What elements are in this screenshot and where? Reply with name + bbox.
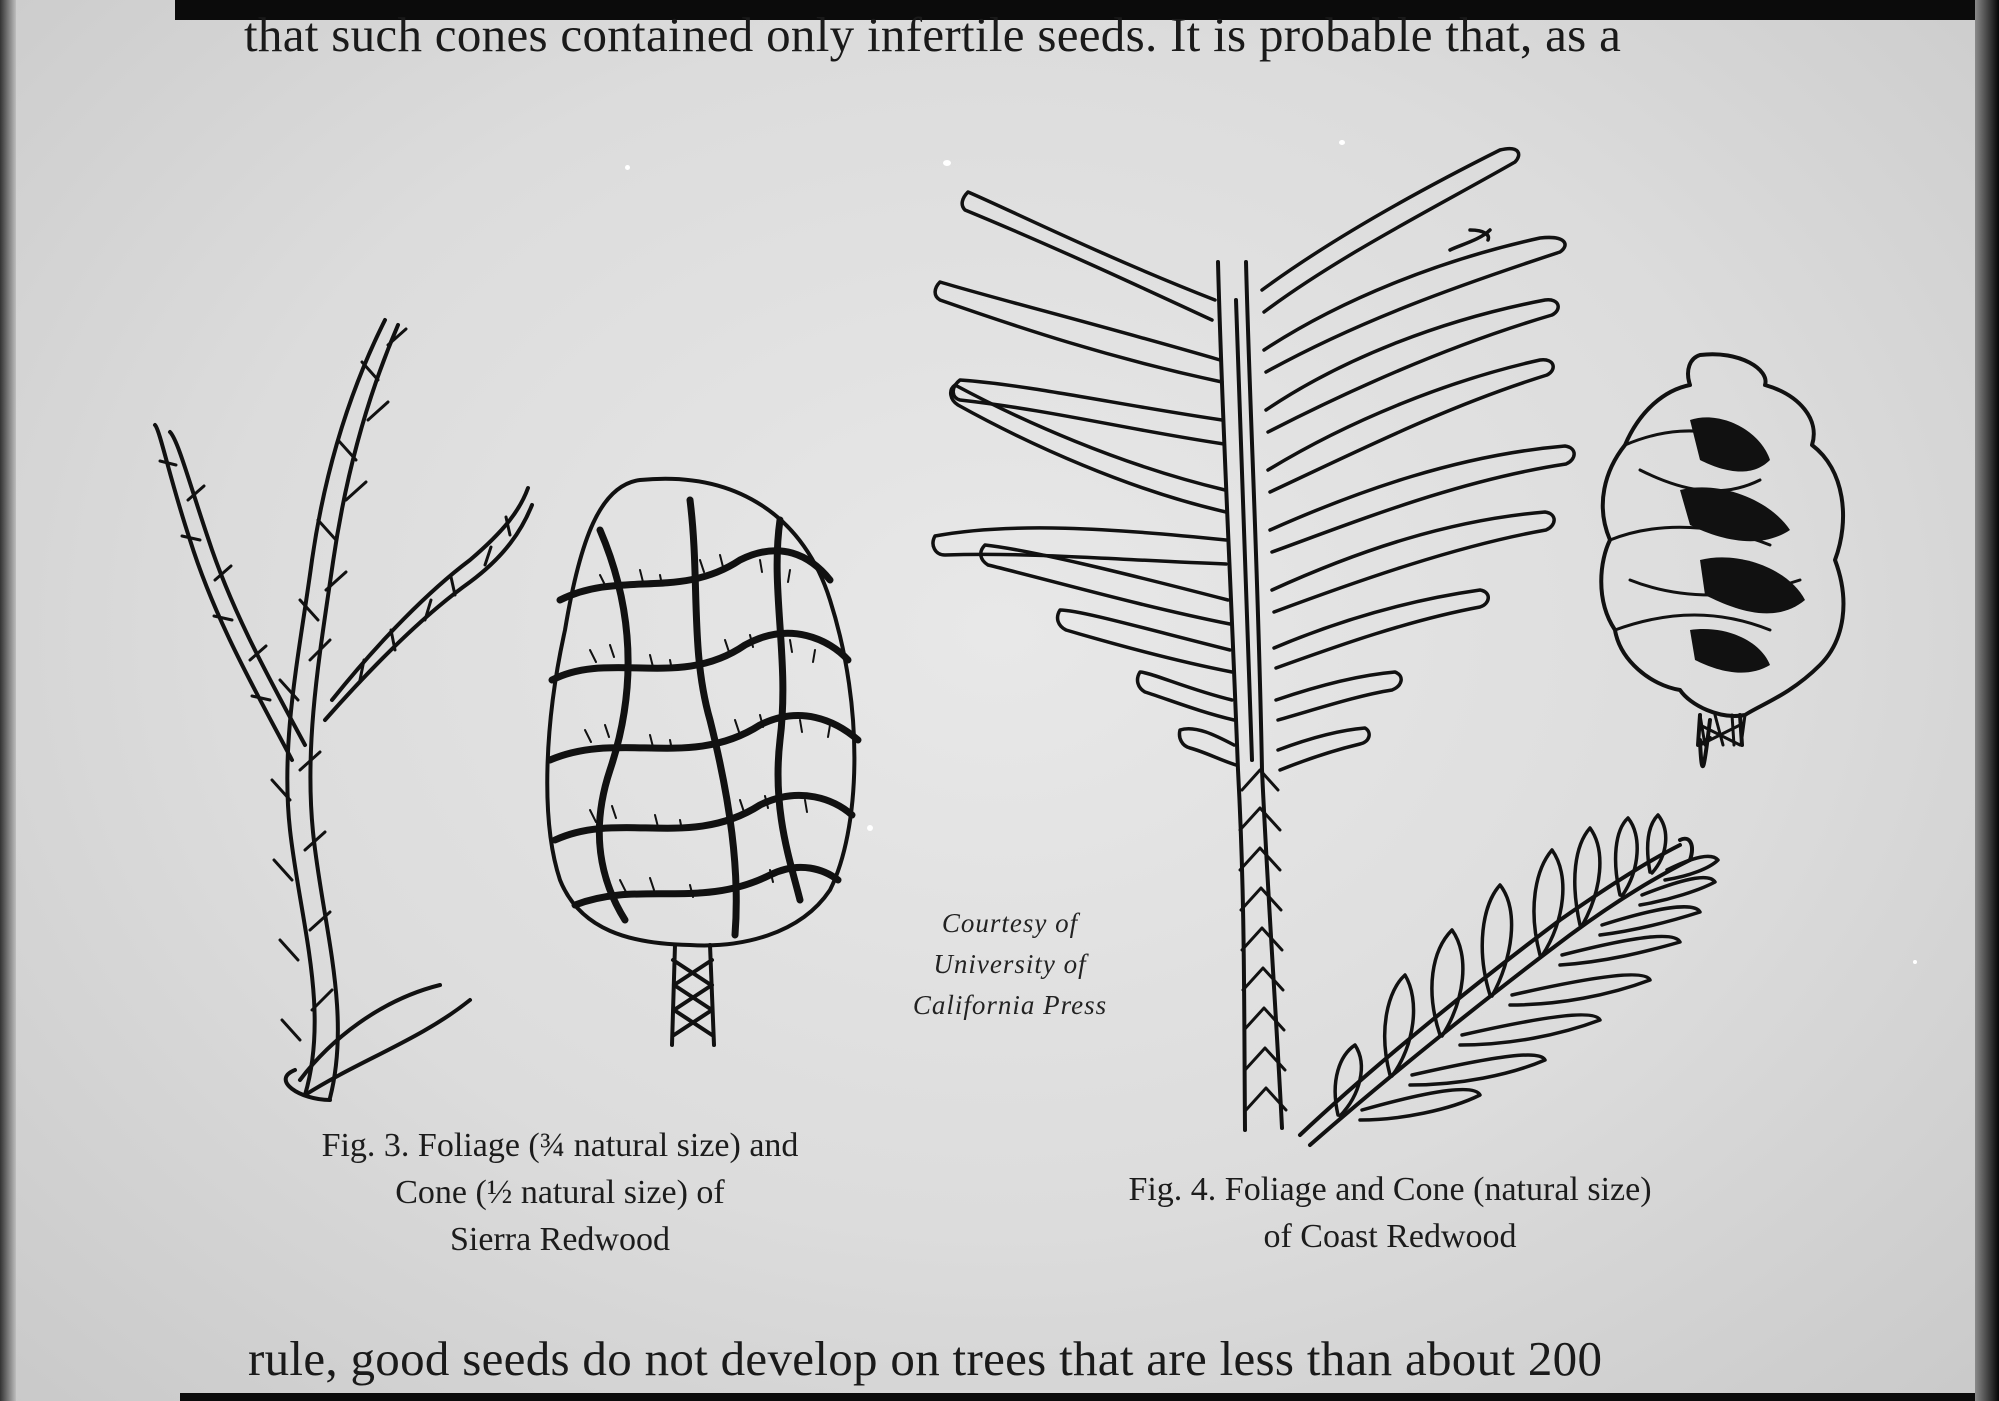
credit-line-2: University of [933, 949, 1087, 979]
sierra-foliage-scale-marks [160, 329, 510, 1040]
coast-redwood-foliage-illustration [1218, 262, 1282, 1130]
figure-4-caption-line-2: of Coast Redwood [1263, 1218, 1517, 1255]
dust-speck [625, 165, 630, 170]
bottom-text-line: rule, good seeds do not develop on trees that are less than about 200 [248, 1331, 1603, 1386]
figure-4-caption [1040, 1166, 1740, 1260]
figure-3-caption-line-3: Sierra Redwood [449, 1221, 670, 1258]
dust-speck [867, 825, 873, 831]
figure-4-caption-line-1: Fig. 4. Foliage and Cone (natural size) [1128, 1171, 1652, 1208]
dust-speck [1339, 140, 1345, 145]
credit-line-3: California Press [912, 990, 1108, 1020]
sierra-cone-scale-ridges [550, 500, 858, 935]
sierra-redwood-foliage-illustration [155, 320, 532, 1100]
top-text-line: that such cones contained only infertile seeds. It is probable that, as a [244, 7, 1622, 62]
figure-3-caption-line-1: Fig. 3. Foliage (¾ natural size) and [321, 1127, 799, 1164]
dust-speck [1913, 960, 1917, 964]
dust-speck [943, 160, 951, 166]
credit-line-1: Courtesy of [941, 908, 1079, 938]
figure-3-caption [230, 1122, 890, 1263]
coast-cone-dark-shading [1680, 417, 1805, 672]
figure-3-caption-line-2: Cone (½ natural size) of [395, 1174, 725, 1211]
image-credit [880, 903, 1140, 1026]
